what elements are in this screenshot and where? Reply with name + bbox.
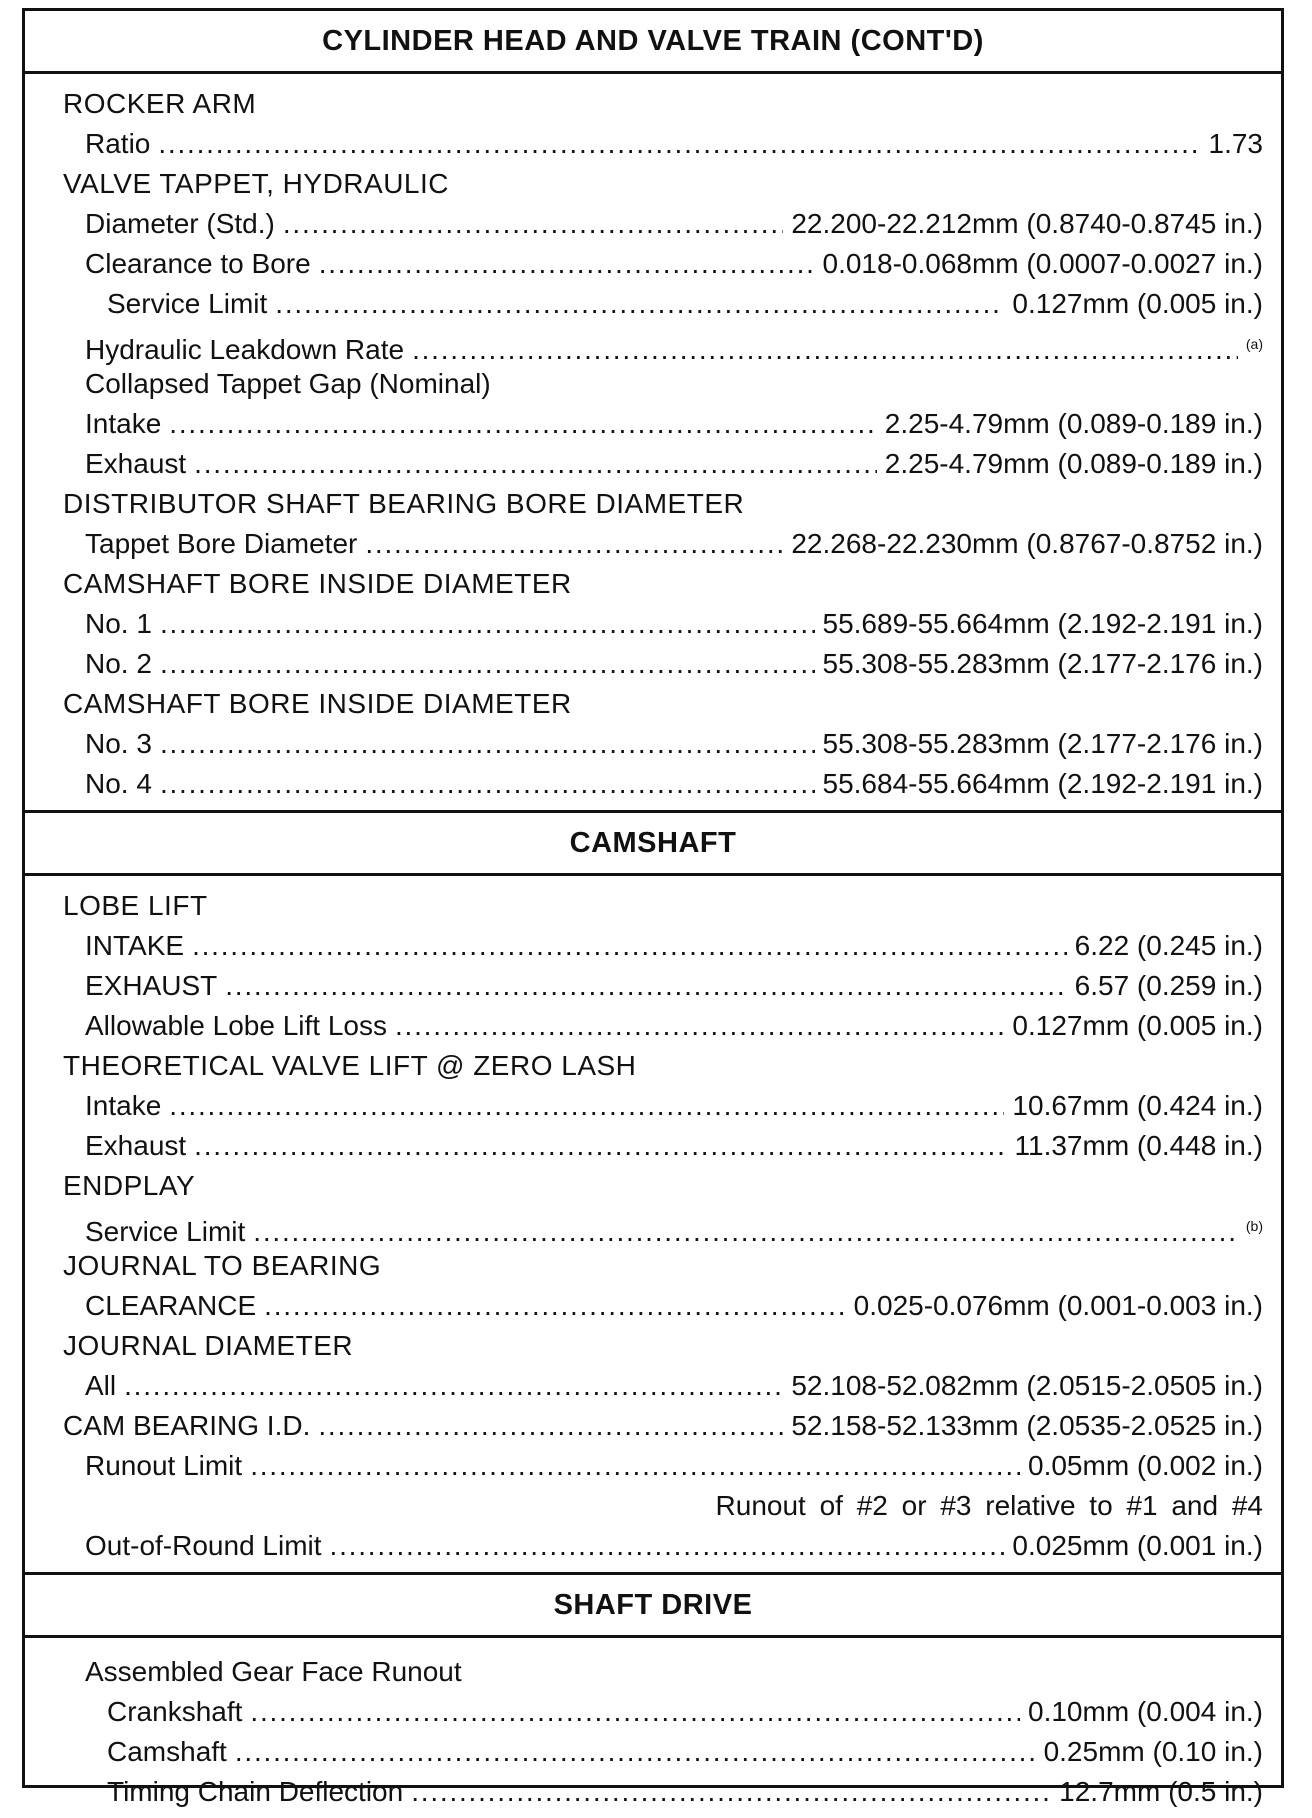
spec-value: 22.268-22.230mm (0.8767-0.8752 in.) (791, 528, 1263, 559)
spec-label: Tappet Bore Diameter (85, 528, 358, 559)
spec-value: 0.025-0.076mm (0.001-0.003 in.) (853, 1290, 1263, 1321)
spec-row (63, 244, 1263, 284)
spec-row (63, 444, 1263, 484)
spec-row (63, 604, 1263, 644)
dot-leader (160, 764, 815, 804)
spec-label: Diameter (Std.) (85, 208, 275, 239)
spec-value: 0.10mm (0.004 in.) (1028, 1696, 1263, 1727)
dot-leader (250, 1446, 1020, 1486)
spec-category (63, 1326, 1263, 1366)
spec-label: Collapsed Tappet Gap (Nominal) (85, 368, 491, 399)
spec-label: No. 2 (85, 648, 152, 679)
dot-leader (330, 1526, 1005, 1566)
dot-leader (160, 644, 815, 684)
dot-leader (192, 926, 1067, 966)
spec-category (63, 1046, 1263, 1086)
spec-label: No. 3 (85, 728, 152, 759)
spec-label: DISTRIBUTOR SHAFT BEARING BORE DIAMETER (63, 488, 745, 519)
spec-category (63, 886, 1263, 926)
spec-value: 6.57 (0.259 in.) (1074, 970, 1263, 1001)
spec-label: Clearance to Bore (85, 248, 311, 279)
spec-note-text: Runout of #2 or #3 relative to #1 and #4 (715, 1490, 1263, 1521)
spec-value: 0.127mm (0.005 in.) (1012, 1010, 1263, 1041)
spec-label: Allowable Lobe Lift Loss (85, 1010, 387, 1041)
spec-label: CAMSHAFT BORE INSIDE DIAMETER (63, 688, 572, 719)
spec-label: Assembled Gear Face Runout (85, 1656, 462, 1687)
spec-value: 55.308-55.283mm (2.177-2.176 in.) (822, 728, 1263, 759)
section-title: CYLINDER HEAD AND VALVE TRAIN (CONT'D) (322, 24, 984, 57)
spec-label: Exhaust (85, 448, 187, 479)
spec-row (63, 1692, 1263, 1732)
spec-value: 55.689-55.664mm (2.192-2.191 in.) (822, 608, 1263, 639)
spec-value: 0.25mm (0.10 in.) (1043, 1736, 1263, 1767)
footnote-marker: (b) (1245, 1218, 1263, 1234)
dot-leader (160, 604, 815, 644)
spec-value: 22.200-22.212mm (0.8740-0.8745 in.) (791, 208, 1263, 239)
spec-row (63, 1126, 1263, 1166)
spec-value: 55.684-55.664mm (2.192-2.191 in.) (822, 768, 1263, 799)
spec-value: 12.7mm (0.5 in.) (1059, 1776, 1263, 1807)
spec-value: 0.127mm (0.005 in.) (1012, 288, 1263, 319)
section-body-shaft-drive (25, 1638, 1281, 1818)
spec-row (63, 1006, 1263, 1046)
spec-label: Service Limit (107, 288, 268, 319)
spec-sheet (22, 8, 1284, 1807)
spec-row (63, 926, 1263, 966)
spec-label: Exhaust (85, 1130, 187, 1161)
dot-leader (158, 124, 1200, 164)
spec-label: Crankshaft (107, 1696, 243, 1727)
dot-leader (275, 284, 1004, 324)
spec-row (63, 966, 1263, 1006)
spec-value: 1.73 (1208, 128, 1263, 159)
dot-leader (395, 1006, 1004, 1046)
dot-leader (264, 1286, 845, 1326)
spec-row (63, 524, 1263, 564)
spec-row (63, 1526, 1263, 1566)
spec-row (63, 1206, 1263, 1246)
spec-value: 2.25-4.79mm (0.089-0.189 in.) (884, 448, 1263, 479)
spec-value: 52.158-52.133mm (2.0535-2.0525 in.) (791, 1410, 1263, 1441)
spec-label: CAMSHAFT BORE INSIDE DIAMETER (63, 568, 572, 599)
spec-category (63, 684, 1263, 724)
spec-label: CLEARANCE (85, 1290, 257, 1321)
section-title: CAMSHAFT (569, 826, 737, 859)
spec-row (63, 1446, 1263, 1486)
spec-label: Timing Chain Deflection (107, 1776, 404, 1807)
spec-value: 52.108-52.082mm (2.0515-2.0505 in.) (791, 1370, 1263, 1401)
spec-value: 0.05mm (0.002 in.) (1028, 1450, 1263, 1481)
dot-leader (283, 204, 784, 244)
spec-subcategory (63, 1652, 1263, 1692)
spec-label: Out-of-Round Limit (85, 1530, 322, 1561)
spec-label: Service Limit (85, 1216, 246, 1248)
spec-label: Hydraulic Leakdown Rate (85, 334, 405, 366)
dot-leader (194, 1126, 1006, 1166)
section-body-camshaft (25, 876, 1281, 1572)
spec-value: 2.25-4.79mm (0.089-0.189 in.) (884, 408, 1263, 439)
spec-category (63, 564, 1263, 604)
spec-value: 0.025mm (0.001 in.) (1012, 1530, 1263, 1561)
spec-label: VALVE TAPPET, HYDRAULIC (63, 168, 449, 199)
footnote-marker: (a) (1245, 336, 1263, 352)
spec-label: JOURNAL TO BEARING (63, 1250, 382, 1281)
spec-label: No. 1 (85, 608, 152, 639)
spec-note (63, 1486, 1263, 1526)
spec-label: Intake (85, 408, 162, 439)
spec-category (63, 484, 1263, 524)
spec-label: Intake (85, 1090, 162, 1121)
spec-row (63, 204, 1263, 244)
dot-leader (411, 1772, 1051, 1812)
spec-category (63, 1166, 1263, 1206)
spec-row (63, 644, 1263, 684)
spec-row (63, 1366, 1263, 1406)
section-header-shaft-drive (25, 1572, 1281, 1638)
spec-row (63, 1406, 1263, 1446)
spec-value: 10.67mm (0.424 in.) (1012, 1090, 1263, 1121)
dot-leader (412, 330, 1238, 370)
spec-category (63, 164, 1263, 204)
spec-label: Ratio (85, 128, 151, 159)
spec-label: Camshaft (107, 1736, 227, 1767)
spec-row (63, 324, 1263, 364)
spec-category (63, 84, 1263, 124)
spec-value: 11.37mm (0.448 in.) (1014, 1130, 1263, 1161)
spec-label: Runout Limit (85, 1450, 243, 1481)
section-body-cylinder-head (25, 74, 1281, 810)
spec-label: JOURNAL DIAMETER (63, 1330, 354, 1361)
dot-leader (253, 1212, 1238, 1252)
spec-row (63, 1286, 1263, 1326)
dot-leader (225, 966, 1066, 1006)
spec-value: 6.22 (0.245 in.) (1074, 930, 1263, 961)
spec-label: All (85, 1370, 117, 1401)
dot-leader (319, 244, 815, 284)
spec-label: ENDPLAY (63, 1170, 196, 1201)
dot-leader (235, 1732, 1036, 1772)
spec-label: No. 4 (85, 768, 152, 799)
dot-leader (365, 524, 783, 564)
spec-label: EXHAUST (85, 970, 218, 1001)
dot-leader (169, 1086, 1004, 1126)
spec-label: INTAKE (85, 930, 185, 961)
spec-row (63, 1732, 1263, 1772)
dot-leader (124, 1366, 783, 1406)
dot-leader (160, 724, 815, 764)
dot-leader (169, 404, 877, 444)
spec-row (63, 404, 1263, 444)
spec-row (63, 284, 1263, 324)
spec-row (63, 124, 1263, 164)
spec-row (63, 1772, 1263, 1812)
dot-leader (250, 1692, 1020, 1732)
section-title: SHAFT DRIVE (553, 1588, 753, 1621)
spec-value: 55.308-55.283mm (2.177-2.176 in.) (822, 648, 1263, 679)
spec-label: LOBE LIFT (63, 890, 208, 921)
spec-row (63, 1086, 1263, 1126)
spec-row (63, 764, 1263, 804)
dot-leader (318, 1406, 783, 1446)
spec-label: THEORETICAL VALVE LIFT @ ZERO LASH (63, 1050, 637, 1081)
spec-row (63, 724, 1263, 764)
spec-value: 0.018-0.068mm (0.0007-0.0027 in.) (822, 248, 1263, 279)
spec-label: CAM BEARING I.D. (63, 1410, 311, 1441)
section-header-camshaft (25, 810, 1281, 876)
section-header-cylinder-head (25, 11, 1281, 74)
spec-label: ROCKER ARM (63, 88, 257, 119)
dot-leader (194, 444, 877, 484)
